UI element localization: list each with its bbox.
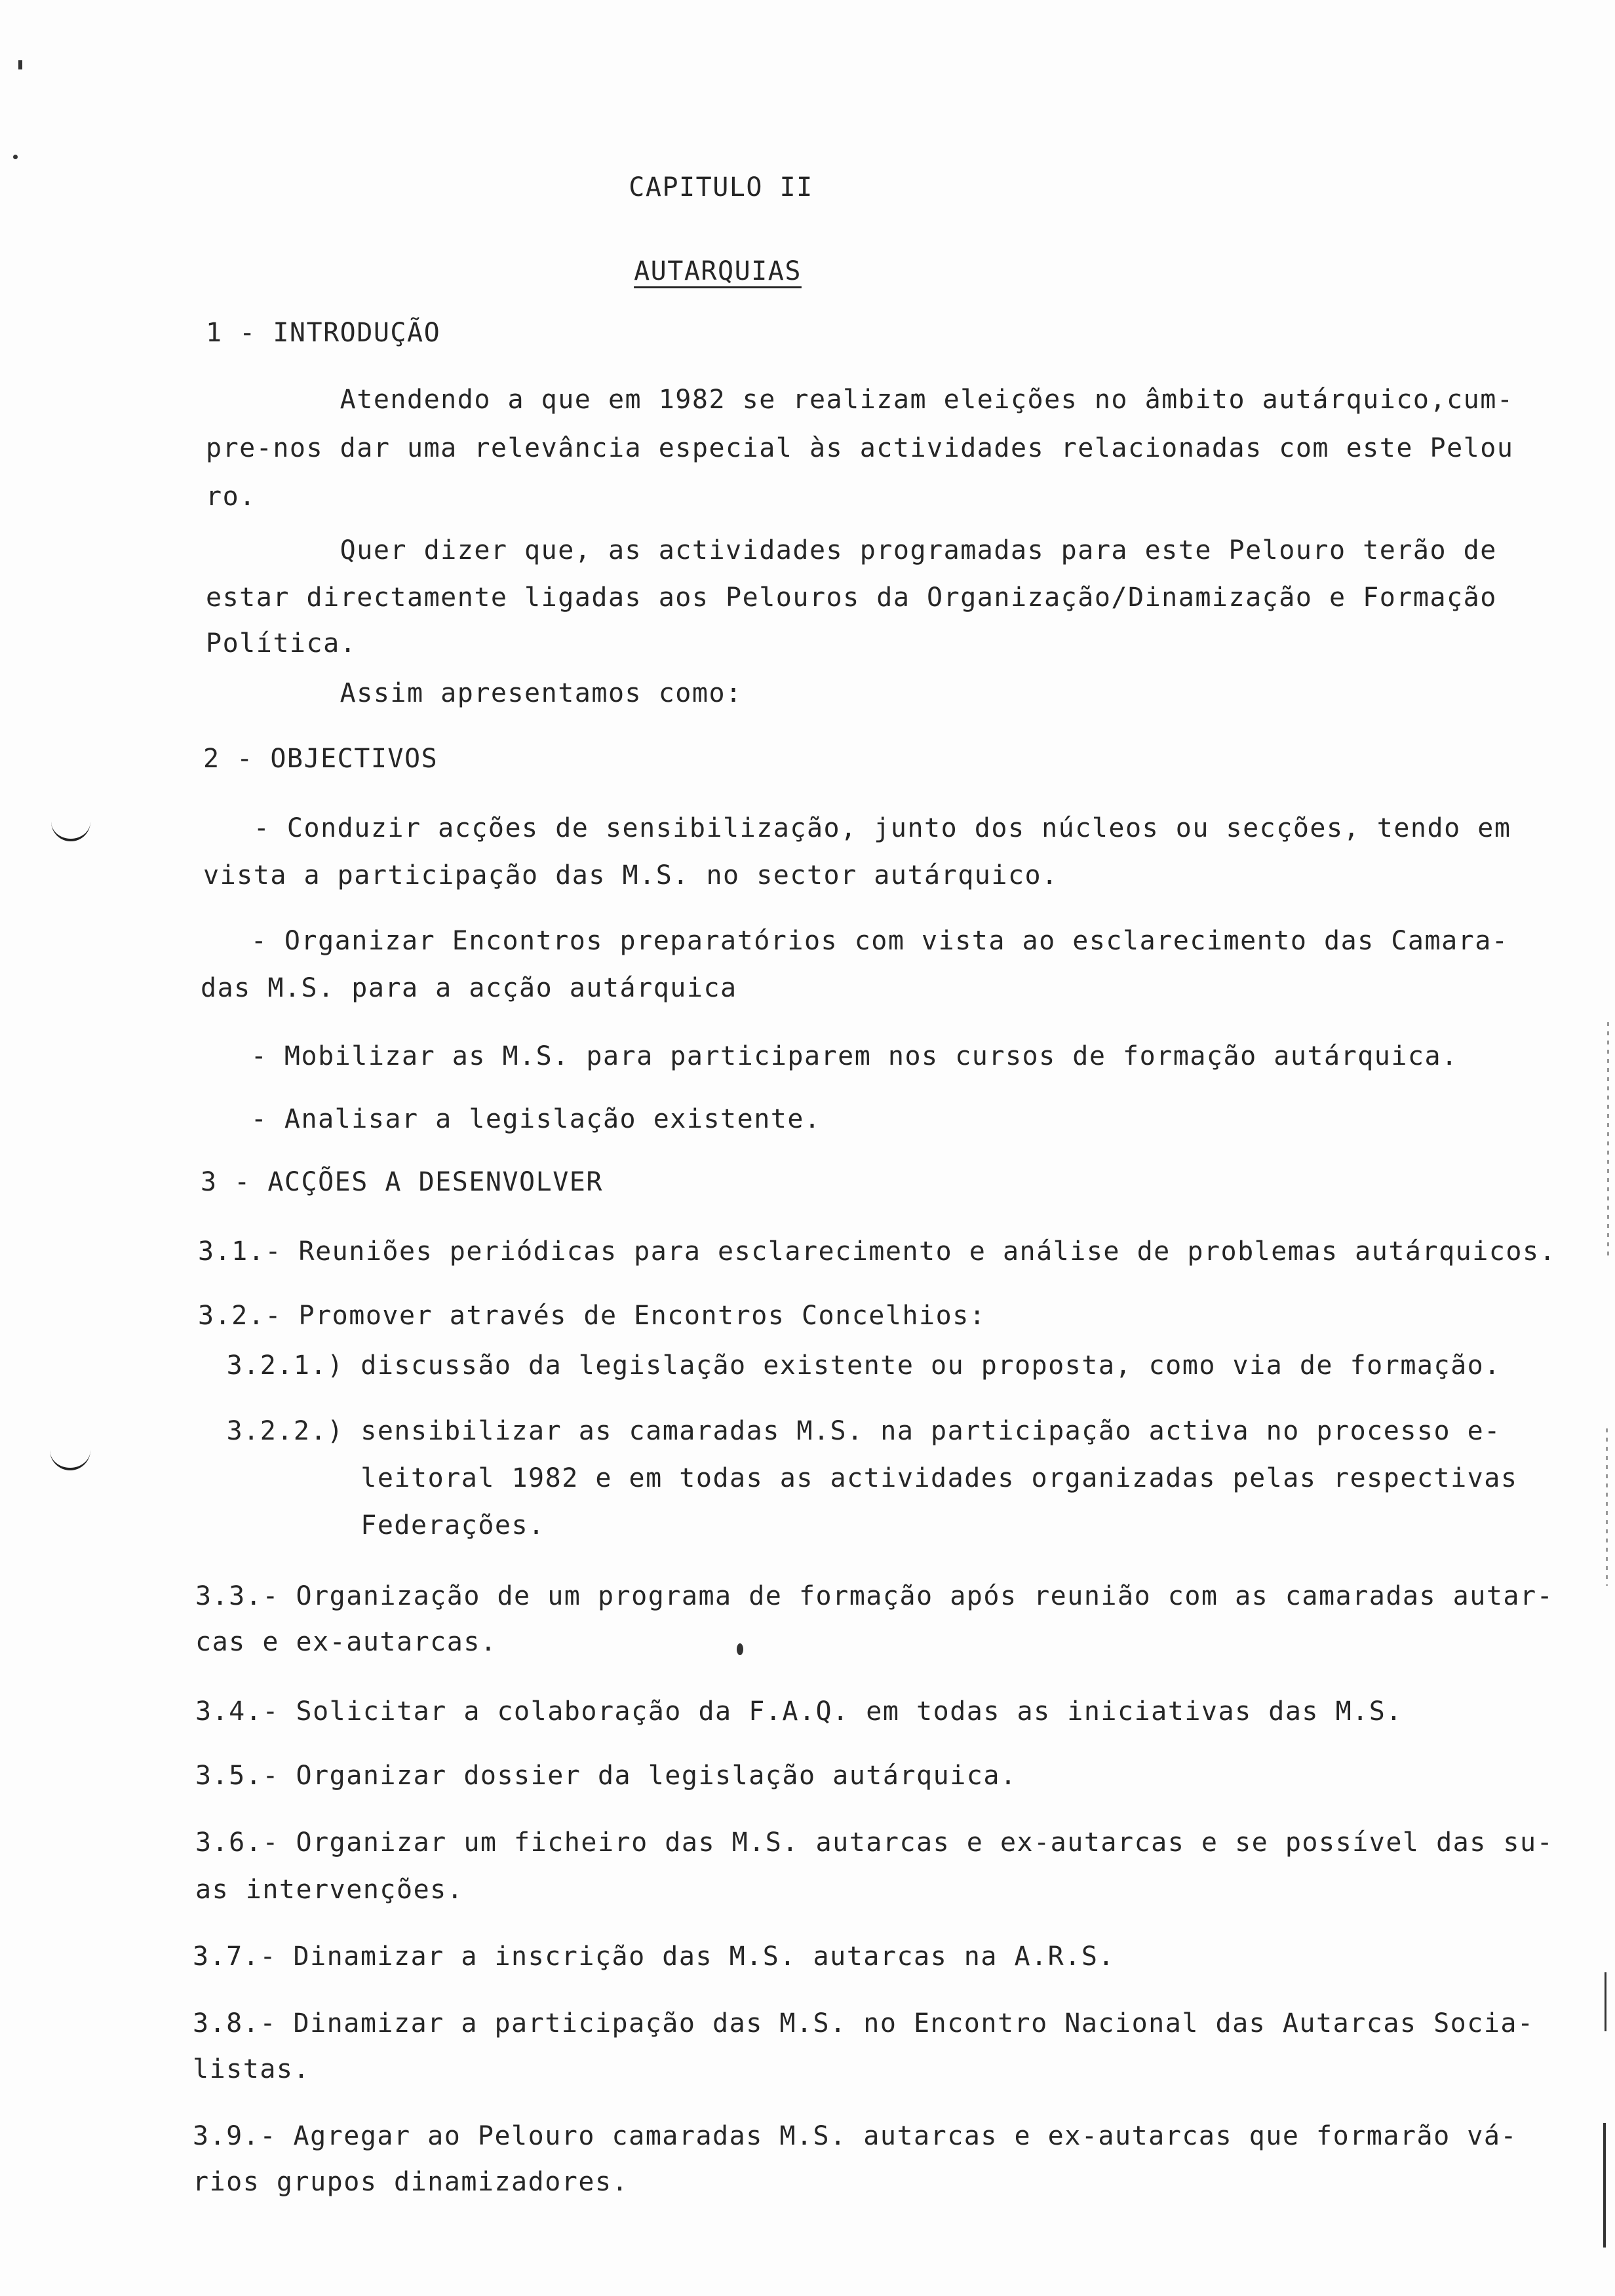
objective-line: - Conduzir acções de sensibilização, junto dos núcleos ou secções, tendo em (203, 813, 1511, 843)
section-heading-objectivos: 2 - OBJECTIVOS (203, 744, 438, 774)
action-line: 3.4.- Solicitar a colaboração da F.A.Q. em todas as iniciativas das M.S. (195, 1696, 1403, 1727)
action-line: 3.3.- Organização de um programa de formação após reunião com as camaradas autar- (195, 1581, 1554, 1611)
section-heading-introducao: 1 - INTRODUÇÃO (206, 318, 441, 348)
scan-edge (1606, 1428, 1608, 1586)
action-line: 3.1.- Reuniões periódicas para esclarecimento e análise de problemas autárquicos. (198, 1236, 1557, 1267)
paragraph-line: estar directamente ligadas aos Pelouros da Organização/Dinamização e Formação (206, 583, 1497, 613)
ink-speck (13, 155, 18, 159)
paragraph-line: Atendendo a que em 1982 se realizam eleições no âmbito autárquico,cum- (206, 385, 1514, 415)
action-line: 3.2.- Promover através de Encontros Concelhios: (198, 1301, 986, 1331)
scan-edge (1607, 1022, 1609, 1258)
paragraph-line: Assim apresentamos como: (206, 678, 743, 708)
action-line: 3.2.1.) discussão da legislação existente ou proposta, como via de formação. (210, 1350, 1501, 1381)
action-line: 3.8.- Dinamizar a participação das M.S. no Encontro Nacional das Autarcas Socia- (193, 2008, 1534, 2038)
action-line: 3.2.2.) sensibilizar as camaradas M.S. na participação activa no processo e- (210, 1416, 1501, 1446)
objective-line: - Mobilizar as M.S. para participarem nos cursos de formação autárquica. (201, 1041, 1458, 1071)
action-line: cas e ex-autarcas. (195, 1627, 497, 1657)
objective-line: vista a participação das M.S. no sector autárquico. (203, 860, 1059, 890)
chapter-heading: CAPITULO II (629, 172, 813, 202)
action-line: 3.9.- Agregar ao Pelouro camaradas M.S. autarcas e ex-autarcas que formarão vá- (193, 2121, 1517, 2151)
ink-speck (737, 1643, 743, 1655)
objective-line: das M.S. para a acção autárquica (201, 973, 737, 1003)
objective-line: - Analisar a legislação existente. (201, 1104, 821, 1134)
action-line: 3.6.- Organizar um ficheiro das M.S. autarcas e ex-autarcas e se possível das su- (195, 1827, 1554, 1858)
section-heading-accoes: 3 - ACÇÕES A DESENVOLVER (201, 1167, 603, 1197)
paragraph-line: pre-nos dar uma relevância especial às actividades relacionadas com este Pelou (206, 433, 1514, 463)
action-line: listas. (193, 2054, 311, 2084)
objective-line: - Organizar Encontros preparatórios com vista ao esclarecimento das Camara- (201, 926, 1509, 956)
action-line: rios grupos dinamizadores. (193, 2167, 629, 2197)
page-title: AUTARQUIAS (634, 256, 802, 286)
action-line: as intervenções. (195, 1875, 464, 1905)
binder-hole-mark (50, 1442, 90, 1470)
action-line: 3.5.- Organizar dossier da legislação autárquica. (195, 1761, 1017, 1791)
action-line: 3.7.- Dinamizar a inscrição das M.S. autarcas na A.R.S. (193, 1942, 1116, 1972)
ink-speck (18, 60, 22, 69)
scan-edge-line (1605, 1972, 1606, 2031)
paragraph-line: Quer dizer que, as actividades programadas para este Pelouro terão de (206, 535, 1497, 565)
action-line: Federações. (210, 1510, 545, 1540)
paragraph-line: ro. (206, 482, 256, 512)
action-line: leitoral 1982 e em todas as actividades organizadas pelas respectivas (210, 1463, 1518, 1493)
paragraph-line: Política. (206, 628, 357, 659)
scan-edge-line (1603, 2123, 1606, 2248)
binder-hole-mark (51, 813, 90, 841)
